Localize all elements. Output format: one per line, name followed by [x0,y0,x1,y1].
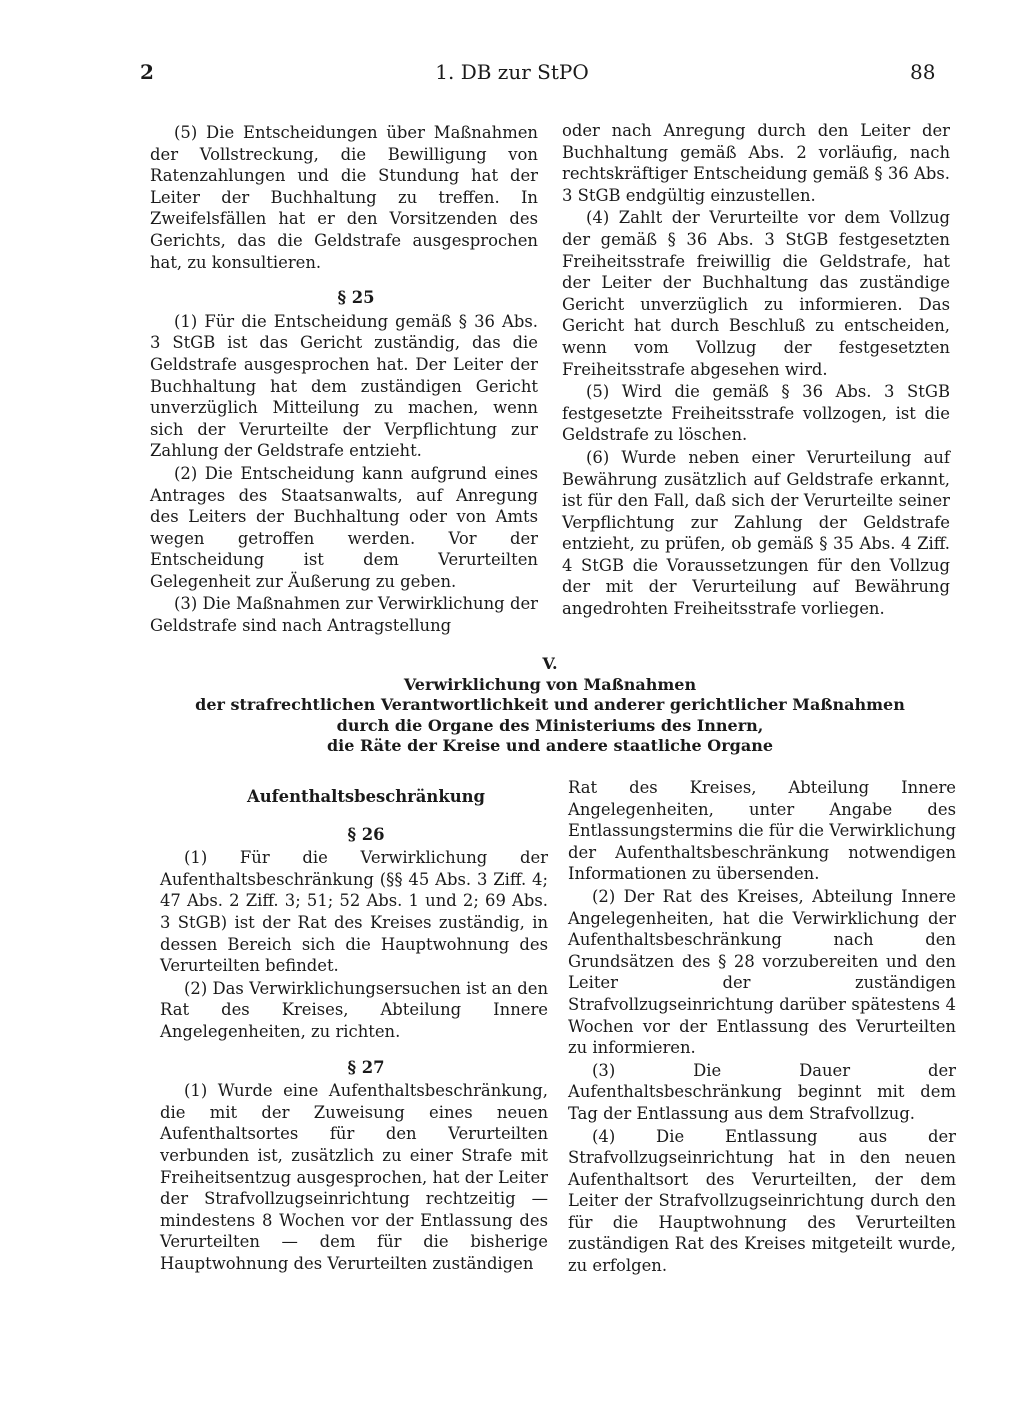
section-heading-27: § 27 [347,1057,385,1077]
column-bottom-left [160,786,548,1274]
paragraph-26-2: (2) Das Verwirklichungsersuchen ist an den Rat des Kreises, Abteilung Innere Angelegenheiten, zu richten. [160,978,548,1041]
subheading-aufenthaltsbeschraenkung: Aufenthaltsbeschränkung [246,787,485,806]
paragraph-27-1-continued: Rat des Kreises, Abteilung Innere Angelegenheiten, unter Angabe des Entlassungstermins die für die Verwirklichung der Aufenthaltsbeschränkung notwendigen Informationen zu übersenden. [568,778,956,884]
paragraph-24-5: (5) Die Entscheidungen über Maßnahmen der Vollstreckung, die Bewilligung von Ratenzahlungen und die Stundung hat der Leiter der Buchhaltung zu treffen. In Zweifelsfällen hat er den Vorsitzenden des Gerichts, das die Geldstrafe ausgesprochen hat, zu konsultieren. [150,123,538,272]
column-top-right [562,120,950,620]
chapter-title-line-2: der strafrechtlichen Verantwortlichkeit und anderer gerichtlicher Maßnahmen [195,695,905,715]
paragraph-27-3: (3) Die Dauer der Aufenthaltsbeschränkung beginnt mit dem Tag der Entlassung aus dem Strafvollzug. [568,1060,956,1123]
paragraph-25-3-continued: oder nach Anregung durch den Leiter der Buchhaltung gemäß Abs. 2 vorläufig, nach rechtskräftiger Entscheidung gemäß § 36 Abs. 3 StGB endgültig einzustellen. [562,121,950,205]
chapter-title-line-1: Verwirklichung von Maßnahmen [403,674,697,694]
chapter-title-line-4: die Räte der Kreise und andere staatliche Organe [326,736,773,756]
chapter-title-line-3: durch die Organe des Ministeriums des Innern, [336,715,764,735]
paragraph-25-1: (1) Für die Entscheidung gemäß § 36 Abs. 3 StGB ist das Gericht zuständig, das die Geldstrafe ausgesprochen hat. Der Leiter der Buchhaltung hat dem zuständigen Gericht unverzüglich Mitteilung zu machen, wenn sich der Verurteilte der Verpflichtung zur Zahlung der Geldstrafe entzieht. [150,311,538,461]
paragraph-25-4: (4) Zahlt der Verurteilte vor dem Vollzug der gemäß § 36 Abs. 3 StGB festgesetzten Freiheitsstrafe freiwillig die Geldstrafe, hat der Leiter der Buchhaltung das zuständige Gericht unverzüglich zu informieren. Das Gericht hat durch Beschluß zu entscheiden, wenn vom Vollzug der festgesetzten Freiheitsstrafe abgesehen wird. [562,208,950,379]
paragraph-27-2: (2) Der Rat des Kreises, Abteilung Innere Angelegenheiten, hat die Verwirklichung der Aufenthaltsbeschränkung nach den Grundsätzen des § 28 vorzubereiten und den Leiter der zuständigen Strafvollzugseinrichtung darüber spätestens 4 Wochen vor der Entlassung des Verurteilten zu informieren. [568,886,956,1058]
paragraph-25-6: (6) Wurde neben einer Verurteilung auf Bewährung zusätzlich auf Geldstrafe erkannt, ist für den Fall, daß sich der Verurteilte seiner Verpflichtung zur Zahlung der Geldstrafe entzieht, zu prüfen, ob gemäß § 35 Abs. 4 Ziff. 4 StGB die Voraussetzungen für den Vollzug der mit der Verurteilung auf Bewährung angedrohten Freiheitsstrafe vorliegen. [562,447,950,619]
paragraph-25-3: (3) Die Maßnahmen zur Verwirklichung der Geldstrafe sind nach Antragstellung [150,594,538,636]
page-number-right: 88 [910,60,936,84]
running-title: 1. DB zur StPO [435,60,589,84]
paragraph-25-2: (2) Die Entscheidung kann aufgrund eines Antrages des Staatsanwalts, auf Anregung des Leiters der Buchhaltung oder von Amts wegen getroffen werden. Vor der Entscheidung ist dem Verurteilten Gelegenheit zur Äußerung zu geben. [150,463,538,591]
page-header [0,60,1024,96]
chapter-heading [150,654,950,757]
paragraph-27-1: (1) Wurde eine Aufenthaltsbeschränkung, die mit der Zuweisung eines neuen Aufenthaltsortes für den Verurteilten verbunden ist, zusätzlich zu einer Strafe mit Freiheitsentzug ausgesprochen, hat der Leiter der Strafvollzugseinrichtung rechtzeitig — mindestens 8 Wochen vor der Entlassung des Verurteilten — dem für die bisherige Hauptwohnung des Verurteilten zuständigen [160,1081,548,1273]
section-heading-26: § 26 [347,824,385,844]
column-bottom-right [568,777,956,1277]
chapter-numeral: V. [542,654,558,673]
column-top-left [150,122,538,637]
section-heading-25: § 25 [337,288,375,308]
page-number-left: 2 [140,60,154,84]
paragraph-27-4: (4) Die Entlassung aus der Strafvollzugseinrichtung hat in den neuen Aufenthaltsort des Verurteilten, der dem Leiter der Strafvollzugseinrichtung durch den für die Hauptwohnung des Verurteilten zuständigen Rat des Kreises mitgeteilt wurde, zu erfolgen. [568,1126,956,1276]
paragraph-25-5: (5) Wird die gemäß § 36 Abs. 3 StGB festgesetzte Freiheitsstrafe vollzogen, ist die Geldstrafe zu löschen. [562,382,950,445]
paragraph-26-1: (1) Für die Verwirklichung der Aufenthaltsbeschränkung (§§ 45 Abs. 3 Ziff. 4; 47 Abs. 2 Ziff. 3; 51; 52 Abs. 1 und 2; 69 Abs. 3 StGB) ist der Rat des Kreises zuständig, in dessen Bereich sich die Hauptwohnung des Verurteilten befindet. [160,848,548,976]
